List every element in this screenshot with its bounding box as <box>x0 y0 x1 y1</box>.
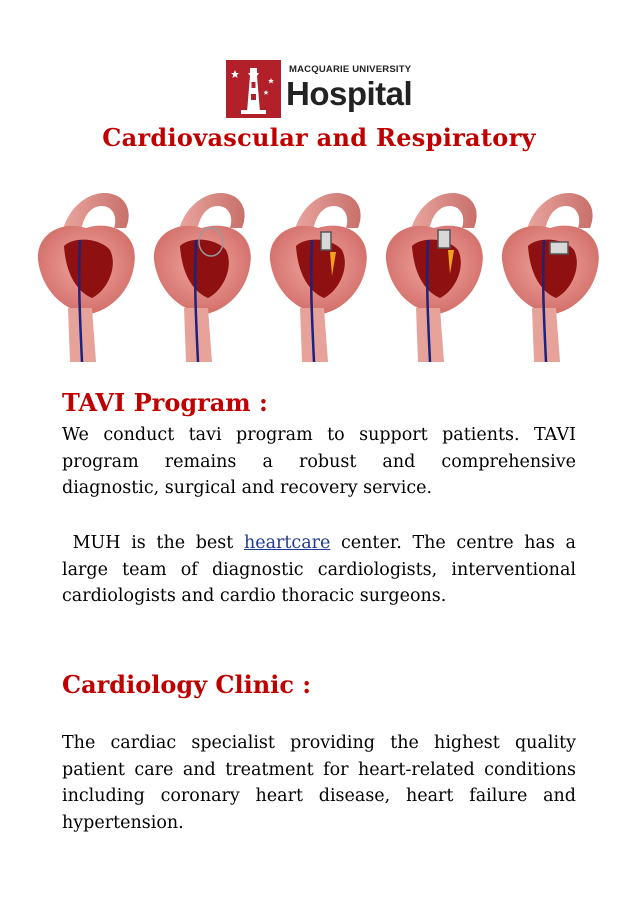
tavi-paragraph-2-start: MUH is the best <box>62 533 244 553</box>
lighthouse-icon <box>226 60 281 118</box>
page-title: Cardiovascular and Respiratory <box>102 123 536 152</box>
tavi-paragraph-1: We conduct tavi program to support patients. TAVI program remains a robust and comprehensive diagnostic, surgical and recovery service. <box>62 425 576 498</box>
tavi-paragraph-2-end: center. The centre has a large team of diagnostic cardiologists, interventional cardiologists and cardio thoracic surgeons. <box>62 533 576 606</box>
hospital-logo <box>226 60 412 118</box>
logo-university-text: MACQUARIE UNIVERSITY <box>289 64 412 75</box>
heartcare-link[interactable]: heartcare <box>243 533 331 553</box>
cardiology-clinic-paragraph: The cardiac specialist providing the highest quality patient care and treatment for heart-related conditions including coronary heart disease, heart failure and hypertension. <box>62 733 576 833</box>
heart-valve-procedure-illustration <box>30 180 608 362</box>
section-heading-cardiology-clinic: Cardiology Clinic : <box>62 670 312 699</box>
section-heading-tavi: TAVI Program : <box>62 388 268 417</box>
tavi-paragraph-2 <box>62 530 576 610</box>
logo-hospital-text: Hospital <box>286 75 413 112</box>
